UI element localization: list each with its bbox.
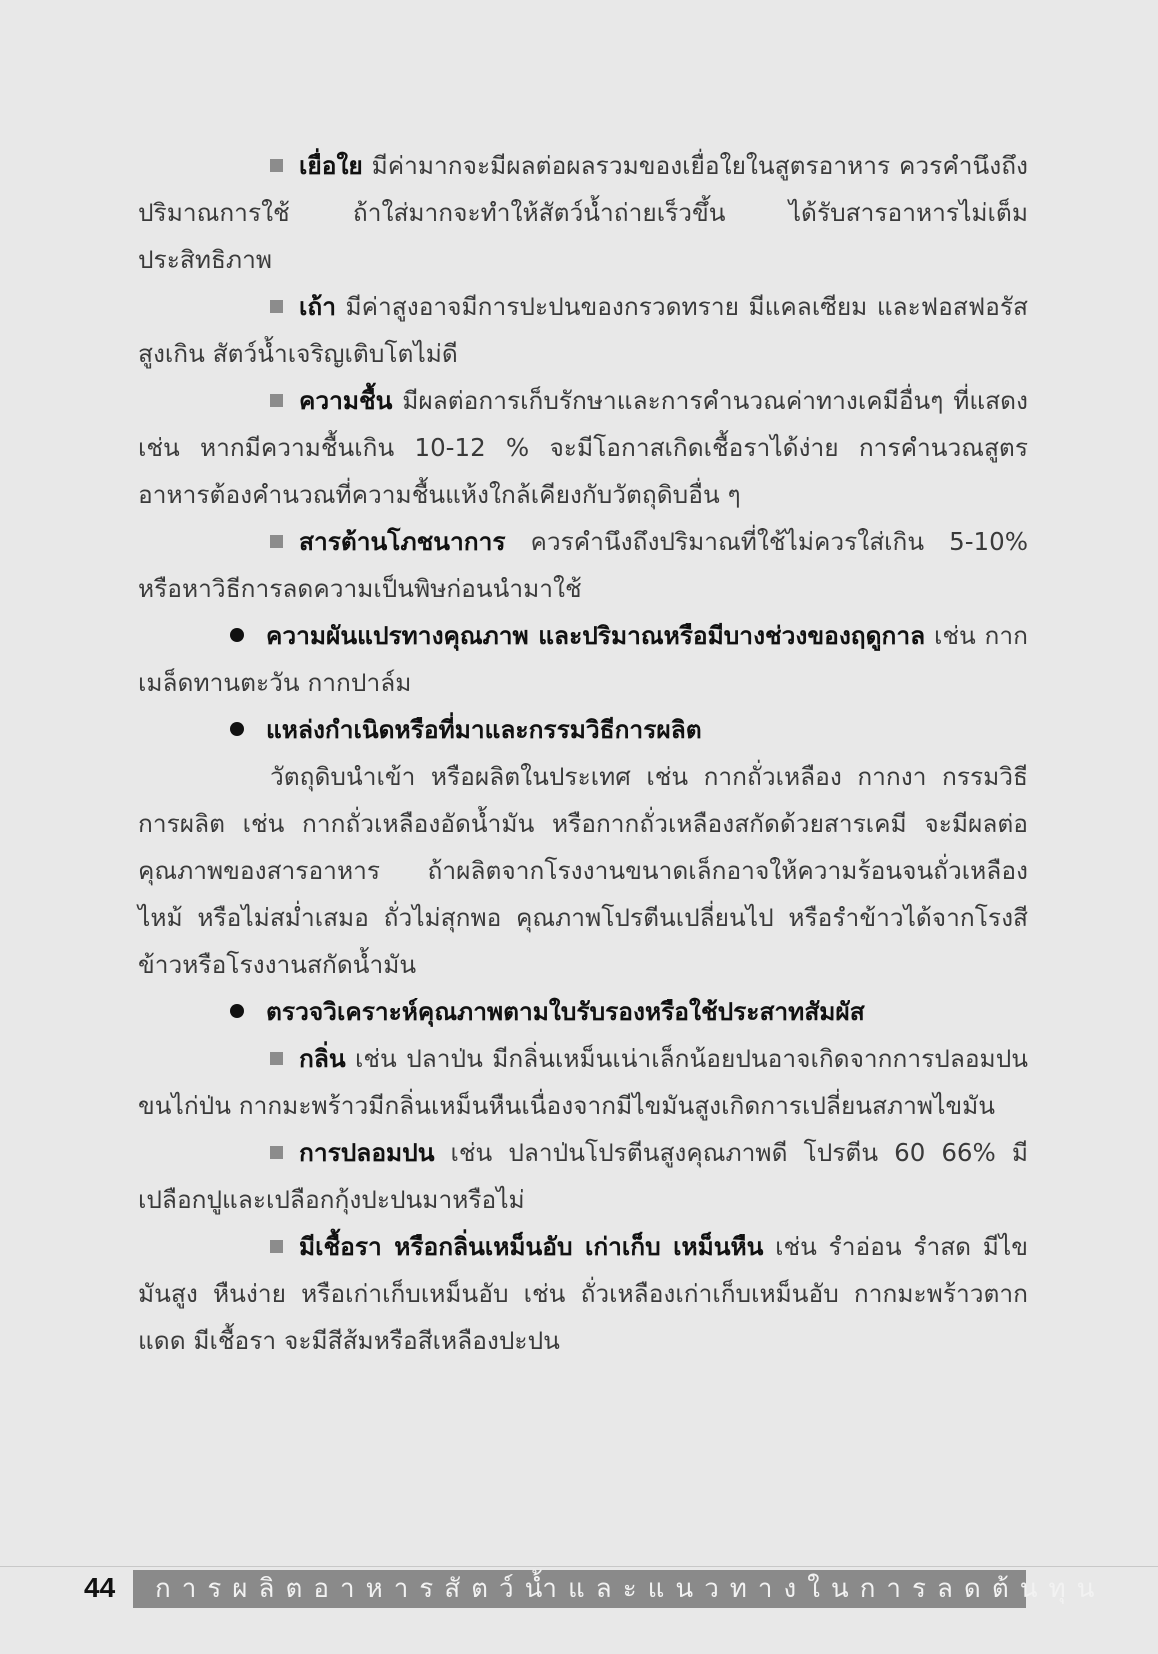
paragraph-heading: ความผันแปรทางคุณภาพ และปริมาณหรือมีบางช่วงของฤดูกาล: [266, 621, 926, 650]
paragraph-heading: มีเชื้อรา หรือกลิ่นเหม็นอับ เก่าเก็บ เหม็นหืน: [299, 1232, 764, 1261]
document-body: [138, 142, 1028, 1364]
square-bullet-icon: [270, 1240, 283, 1253]
footer-title: การผลิตอาหารสัตว์น้ำและแนวทางในการลดต้นทุน: [155, 1574, 1106, 1604]
paragraph-text: มีผลต่อการเก็บรักษาและการคำนวณค่าทางเคมีอื่นๆ ที่แสดง เช่น หากมีความชื้นเกิน 10-12 % จะมีโอกาสเกิดเชื้อราได้ง่าย การคำนวณสูตรอาหารต้องคำนวณที่ความชื้นแห้งใกล้เคียงกับวัตถุดิบอื่น ๆ: [138, 386, 1028, 509]
paragraph-heading: กลิ่น: [299, 1044, 346, 1073]
round-bullet-icon: [230, 722, 244, 736]
paragraph-fiber: [138, 142, 1028, 283]
paragraph-text: วัตถุดิบนำเข้า หรือผลิตในประเทศ เช่น กากถั่วเหลือง กากงา กรรมวิธีการผลิต เช่น กากถั่วเหลืองอัดน้ำมัน หรือกากถั่วเหลืองสกัดด้วยสารเคมี จะมีผลต่อคุณภาพของสารอาหาร ถ้าผลิตจากโรงงานขนาดเล็กอาจให้ความร้อนจนถั่วเหลืองไหม้ หรือไม่สม่ำเสมอ ถั่วไม่สุกพอ คุณภาพโปรตีนเปลี่ยนไป หรือรำข้าวได้จากโรงสีข้าวหรือโรงงานสกัดน้ำมัน: [138, 762, 1028, 979]
paragraph-text: ควรคำนึงถึงปริมาณที่ใช้ไม่ควรใส่เกิน 5-10% หรือหาวิธีการลดความเป็นพิษก่อนนำมาใช้: [138, 527, 1028, 603]
paragraph-text: เช่น ปลาป่น มีกลิ่นเหม็นเน่าเล็กน้อยปนอาจเกิดจากการปลอมปนขนไก่ป่น กากมะพร้าวมีกลิ่นเหม็นหืนเนื่องจากมีไขมันสูงเกิดการเปลี่ยนสภาพไขมัน: [138, 1044, 1028, 1120]
square-bullet-icon: [270, 1052, 283, 1065]
footer-title-bar: [133, 1570, 1106, 1608]
round-bullet-icon: [230, 628, 244, 642]
paragraph-text: เช่น ปลาป่นโปรตีนสูงคุณภาพดี โปรตีน 60 66% มีเปลือกปูและเปลือกกุ้งปะปนมาหรือไม่: [138, 1138, 1028, 1214]
paragraph-quality-variation: [138, 612, 1028, 706]
paragraph-text: เช่น กากเมล็ดทานตะวัน กากปาล์ม: [138, 621, 1028, 697]
paragraph-heading: เถ้า: [299, 292, 336, 321]
paragraph-heading: ความชื้น: [299, 386, 393, 415]
paragraph-text: เช่น รำอ่อน รำสด มีไขมันสูง หืนง่าย หรือเก่าเก็บเหม็นอับ เช่น ถั่วเหลืองเก่าเก็บเหม็นอับ กากมะพร้าวตากแดด มีเชื้อรา จะมีสีส้มหรือสีเหลืองปะปน: [138, 1232, 1028, 1355]
paragraph-antinutrient: [138, 518, 1028, 612]
page-number: 44: [84, 1572, 116, 1603]
paragraph-heading: สารต้านโภชนาการ: [299, 527, 506, 556]
paragraph-heading: การปลอมปน: [299, 1138, 435, 1167]
paragraph-origin: [138, 706, 1028, 753]
round-bullet-icon: [230, 1004, 244, 1018]
paragraph-ash: [138, 283, 1028, 377]
paragraph-text: มีค่าสูงอาจมีการปะปนของกรวดทราย มีแคลเซียม และฟอสฟอรัสสูงเกิน สัตว์น้ำเจริญเติบโตไม่ดี: [138, 292, 1028, 368]
square-bullet-icon: [270, 394, 283, 407]
footer-divider: [0, 1566, 1158, 1567]
square-bullet-icon: [270, 159, 283, 172]
paragraph-adulteration: [138, 1129, 1028, 1223]
paragraph-heading: แหล่งกำเนิดหรือที่มาและกรรมวิธีการผลิต: [266, 715, 702, 744]
paragraph-heading: เยื่อใย: [299, 151, 363, 180]
paragraph-text: มีค่ามากจะมีผลต่อผลรวมของเยื่อใยในสูตรอาหาร ควรคำนึงถึงปริมาณการใช้ ถ้าใส่มากจะทำให้สัตว์น้ำถ่ายเร็วขึ้น ได้รับสารอาหารไม่เต็มประสิทธิภาพ: [138, 151, 1028, 274]
paragraph-heading: ตรวจวิเคราะห์คุณภาพตามใบรับรองหรือใช้ประสาทสัมผัส: [266, 997, 865, 1026]
square-bullet-icon: [270, 1146, 283, 1159]
paragraph-smell: [138, 1035, 1028, 1129]
square-bullet-icon: [270, 300, 283, 313]
paragraph-inspection: [138, 988, 1028, 1035]
square-bullet-icon: [270, 535, 283, 548]
paragraph-moisture: [138, 377, 1028, 518]
paragraph-origin-detail: [138, 753, 1028, 988]
paragraph-mold: [138, 1223, 1028, 1364]
